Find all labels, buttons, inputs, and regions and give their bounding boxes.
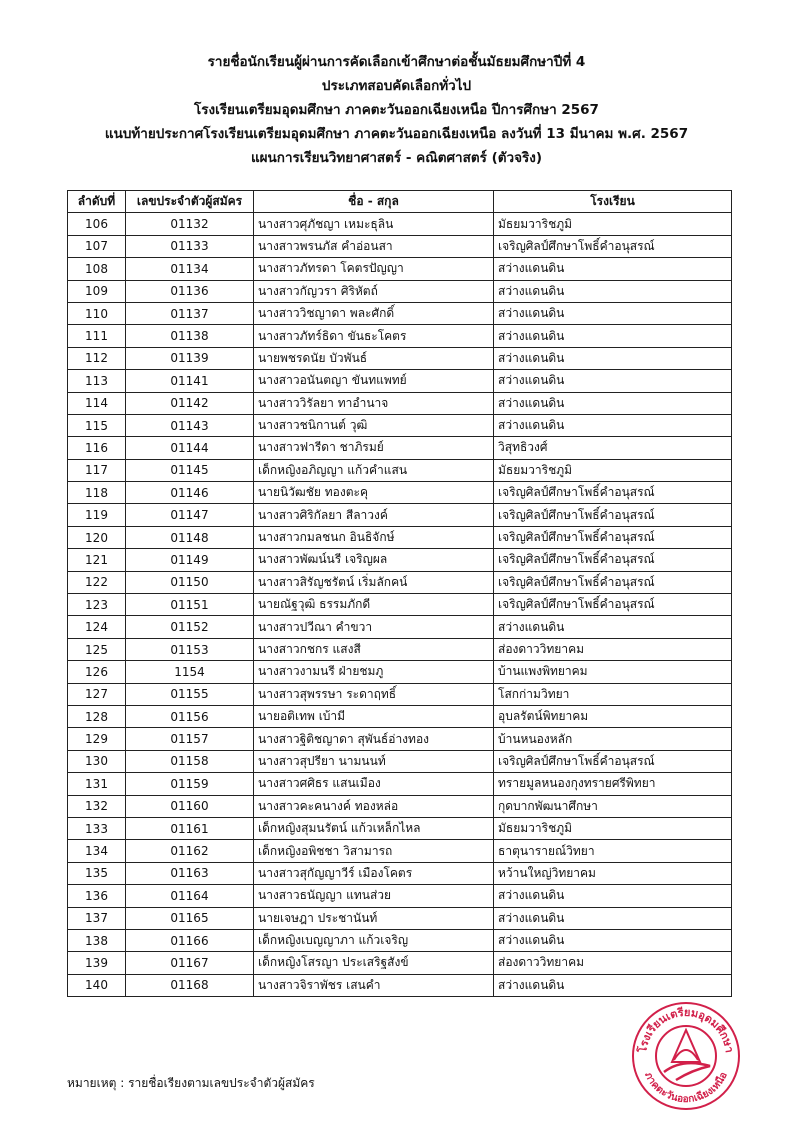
row-applicant-id: 01159 xyxy=(126,773,254,795)
header-applicant-id: เลขประจำตัวผู้สมัคร xyxy=(126,191,254,213)
row-student-name: เด็กหญิงอพิชชา วิสามารถ xyxy=(254,840,494,862)
row-school: โสกก่ามวิทยา xyxy=(494,683,732,705)
row-school: หว้านใหญ่วิทยาคม xyxy=(494,862,732,884)
row-order: 122 xyxy=(68,571,126,593)
row-student-name: นางสาวจิราพัชร เสนคำ xyxy=(254,974,494,996)
row-applicant-id: 01165 xyxy=(126,907,254,929)
table-row xyxy=(68,235,732,257)
row-order: 116 xyxy=(68,437,126,459)
row-applicant-id: 01133 xyxy=(126,235,254,257)
row-order: 107 xyxy=(68,235,126,257)
row-student-name: นางสาวศิริกัลยา สีลาวงค์ xyxy=(254,504,494,526)
row-school: สว่างแดนดิน xyxy=(494,280,732,302)
table-row xyxy=(68,549,732,571)
row-school: สว่างแดนดิน xyxy=(494,325,732,347)
row-school: สว่างแดนดิน xyxy=(494,370,732,392)
row-school: เจริญศิลป์ศึกษาโพธิ์คำอนุสรณ์ xyxy=(494,750,732,772)
row-student-name: นางสาวสุพรรษา ระดาฤทธิ์ xyxy=(254,683,494,705)
row-order: 112 xyxy=(68,347,126,369)
table-row xyxy=(68,459,732,481)
row-applicant-id: 01152 xyxy=(126,616,254,638)
title-line-4: แนบท้ายประกาศโรงเรียนเตรียมอุดมศึกษา ภาคตะวันออกเฉียงเหนือ ลงวันที่ 13 มีนาคม พ.ศ. 2567 xyxy=(104,126,689,142)
row-applicant-id: 01145 xyxy=(126,459,254,481)
row-student-name: นางสาววิชญาดา พละศักดิ์ xyxy=(254,302,494,324)
row-student-name: นางสาวอนันตญา ขันทแพทย์ xyxy=(254,370,494,392)
row-school: ทรายมูลหนองกุงทรายศรีพิทยา xyxy=(494,773,732,795)
row-school: เจริญศิลป์ศึกษาโพธิ์คำอนุสรณ์ xyxy=(494,504,732,526)
table-row xyxy=(68,661,732,683)
row-student-name: นางสาวพัฒน์นรี เจริญผล xyxy=(254,549,494,571)
row-order: 138 xyxy=(68,929,126,951)
row-student-name: นางสาวฟารีดา ชาภิรมย์ xyxy=(254,437,494,459)
title-line-1: รายชื่อนักเรียนผู้ผ่านการคัดเลือกเข้าศึกษาต่อชั้นมัธยมศึกษาปีที่ 4 xyxy=(207,54,586,70)
footnote: หมายเหตุ : รายชื่อเรียงตามเลขประจำตัวผู้สมัคร xyxy=(67,1076,315,1090)
row-applicant-id: 01150 xyxy=(126,571,254,593)
row-school: เจริญศิลป์ศึกษาโพธิ์คำอนุสรณ์ xyxy=(494,235,732,257)
header-order: ลำดับที่ xyxy=(68,191,126,213)
row-school: มัธยมวาริชภูมิ xyxy=(494,817,732,839)
row-applicant-id: 01160 xyxy=(126,795,254,817)
table-row xyxy=(68,594,732,616)
row-student-name: นางสาวฐิติชญาดา สุพันธ์อ่างทอง xyxy=(254,728,494,750)
row-order: 106 xyxy=(68,213,126,235)
table-row xyxy=(68,728,732,750)
row-applicant-id: 01166 xyxy=(126,929,254,951)
table-row xyxy=(68,683,732,705)
row-school: เจริญศิลป์ศึกษาโพธิ์คำอนุสรณ์ xyxy=(494,571,732,593)
school-seal xyxy=(630,1000,742,1112)
row-student-name: นางสาวพรนภัส คำอ่อนสา xyxy=(254,235,494,257)
table-row xyxy=(68,437,732,459)
row-school: มัธยมวาริชภูมิ xyxy=(494,213,732,235)
row-applicant-id: 01162 xyxy=(126,840,254,862)
table-row xyxy=(68,840,732,862)
title-line-5: แผนการเรียนวิทยาศาสตร์ - คณิตศาสตร์ (ตัวจริง) xyxy=(250,150,543,166)
row-applicant-id: 01142 xyxy=(126,392,254,414)
table-row xyxy=(68,974,732,996)
title-line-3: โรงเรียนเตรียมอุดมศึกษา ภาคตะวันออกเฉียงเหนือ ปีการศึกษา 2567 xyxy=(194,102,599,118)
row-school: สว่างแดนดิน xyxy=(494,885,732,907)
row-order: 132 xyxy=(68,795,126,817)
row-applicant-id: 01146 xyxy=(126,482,254,504)
table-row xyxy=(68,929,732,951)
row-applicant-id: 01156 xyxy=(126,705,254,727)
row-applicant-id: 01167 xyxy=(126,952,254,974)
row-applicant-id: 01151 xyxy=(126,594,254,616)
row-student-name: นางสาวคะคนางค์ ทองหล่อ xyxy=(254,795,494,817)
row-applicant-id: 01134 xyxy=(126,258,254,280)
row-applicant-id: 01158 xyxy=(126,750,254,772)
table-row xyxy=(68,526,732,548)
row-school: บ้านหนองหลัก xyxy=(494,728,732,750)
header-school: โรงเรียน xyxy=(494,191,732,213)
row-applicant-id: 01143 xyxy=(126,414,254,436)
row-school: เจริญศิลป์ศึกษาโพธิ์คำอนุสรณ์ xyxy=(494,482,732,504)
row-order: 130 xyxy=(68,750,126,772)
row-order: 137 xyxy=(68,907,126,929)
row-order: 117 xyxy=(68,459,126,481)
row-applicant-id: 01136 xyxy=(126,280,254,302)
row-school: อุบลรัตน์พิทยาคม xyxy=(494,705,732,727)
row-applicant-id: 01168 xyxy=(126,974,254,996)
table-row xyxy=(68,392,732,414)
row-school: สว่างแดนดิน xyxy=(494,616,732,638)
row-applicant-id: 01147 xyxy=(126,504,254,526)
row-order: 134 xyxy=(68,840,126,862)
row-order: 124 xyxy=(68,616,126,638)
row-school: มัธยมวาริชภูมิ xyxy=(494,459,732,481)
table-row xyxy=(68,325,732,347)
row-student-name: เด็กหญิงอภิญญา แก้วคำแสน xyxy=(254,459,494,481)
row-order: 120 xyxy=(68,526,126,548)
row-student-name: นางสาวสุปรียา นามนนท์ xyxy=(254,750,494,772)
row-order: 140 xyxy=(68,974,126,996)
row-order: 135 xyxy=(68,862,126,884)
row-school: วิสุทธิวงศ์ xyxy=(494,437,732,459)
row-student-name: นางสาวภัทรดา โคตรปัญญา xyxy=(254,258,494,280)
row-order: 127 xyxy=(68,683,126,705)
svg-text:โรงเรียนเตรียมอุดมศึกษา: โรงเรียนเตรียมอุดมศึกษา xyxy=(636,1005,736,1054)
row-student-name: นางสาวชนิกานต์ วุฒิ xyxy=(254,414,494,436)
row-order: 136 xyxy=(68,885,126,907)
row-student-name: เด็กหญิงเบญญาภา แก้วเจริญ xyxy=(254,929,494,951)
row-school: สว่างแดนดิน xyxy=(494,929,732,951)
row-student-name: นางสาวกมลชนก อินธิจักษ์ xyxy=(254,526,494,548)
row-applicant-id: 01144 xyxy=(126,437,254,459)
table-row xyxy=(68,773,732,795)
row-order: 108 xyxy=(68,258,126,280)
row-applicant-id: 01137 xyxy=(126,302,254,324)
row-school: ส่องดาววิทยาคม xyxy=(494,952,732,974)
table-row xyxy=(68,638,732,660)
row-school: เจริญศิลป์ศึกษาโพธิ์คำอนุสรณ์ xyxy=(494,526,732,548)
student-table xyxy=(67,190,732,997)
row-order: 121 xyxy=(68,549,126,571)
row-student-name: นางสาวกชกร แสงสี xyxy=(254,638,494,660)
header-name: ชื่อ - สกุล xyxy=(254,191,494,213)
row-student-name: นางสาวสิรัญชรัตน์ เริ่มลักคน์ xyxy=(254,571,494,593)
row-student-name: นางสาวภัทร์ธิดา ขันธะโคตร xyxy=(254,325,494,347)
row-school: สว่างแดนดิน xyxy=(494,907,732,929)
table-row xyxy=(68,482,732,504)
row-order: 109 xyxy=(68,280,126,302)
row-school: เจริญศิลป์ศึกษาโพธิ์คำอนุสรณ์ xyxy=(494,549,732,571)
row-student-name: นายพชรดนัย บัวพันธ์ xyxy=(254,347,494,369)
row-school: สว่างแดนดิน xyxy=(494,414,732,436)
row-student-name: นายอติเทพ เบ้ามี xyxy=(254,705,494,727)
row-student-name: เด็กหญิงโสรญา ประเสริฐสังข์ xyxy=(254,952,494,974)
table-row xyxy=(68,885,732,907)
row-order: 115 xyxy=(68,414,126,436)
table-row xyxy=(68,347,732,369)
row-applicant-id: 01138 xyxy=(126,325,254,347)
title-line-2: ประเภทสอบคัดเลือกทั่วไป xyxy=(321,78,472,94)
row-school: กุดบากพัฒนาศึกษา xyxy=(494,795,732,817)
table-row xyxy=(68,504,732,526)
row-order: 114 xyxy=(68,392,126,414)
row-student-name: นางสาวศุภัชญา เหมะธุลิน xyxy=(254,213,494,235)
table-row xyxy=(68,750,732,772)
document-header xyxy=(0,50,793,170)
table-row xyxy=(68,907,732,929)
row-order: 128 xyxy=(68,705,126,727)
row-school: สว่างแดนดิน xyxy=(494,347,732,369)
row-student-name: นายนิวัฒชัย ทองตะคุ xyxy=(254,482,494,504)
row-student-name: นายเจษฎา ประชานันท์ xyxy=(254,907,494,929)
row-applicant-id: 01149 xyxy=(126,549,254,571)
row-school: สว่างแดนดิน xyxy=(494,302,732,324)
row-applicant-id: 01132 xyxy=(126,213,254,235)
table-row xyxy=(68,795,732,817)
row-order: 133 xyxy=(68,817,126,839)
row-order: 125 xyxy=(68,638,126,660)
svg-text:ภาคตะวันออกเฉียงเหนือ: ภาคตะวันออกเฉียงเหนือ xyxy=(642,1070,730,1106)
row-applicant-id: 01161 xyxy=(126,817,254,839)
row-student-name: นางสาวงามนรี ฝ่ายชมภู xyxy=(254,661,494,683)
row-order: 129 xyxy=(68,728,126,750)
row-order: 110 xyxy=(68,302,126,324)
table-body xyxy=(68,213,732,997)
table-row xyxy=(68,817,732,839)
table-row xyxy=(68,280,732,302)
row-order: 111 xyxy=(68,325,126,347)
row-school: ธาตุนารายณ์วิทยา xyxy=(494,840,732,862)
table-row xyxy=(68,952,732,974)
row-order: 126 xyxy=(68,661,126,683)
row-student-name: นายณัฐวุฒิ ธรรมภักดี xyxy=(254,594,494,616)
row-applicant-id: 01155 xyxy=(126,683,254,705)
table-row xyxy=(68,213,732,235)
row-applicant-id: 1154 xyxy=(126,661,254,683)
row-school: บ้านแพงพิทยาคม xyxy=(494,661,732,683)
row-applicant-id: 01141 xyxy=(126,370,254,392)
row-student-name: นางสาวธนัญญา แทนส่วย xyxy=(254,885,494,907)
table-row xyxy=(68,616,732,638)
row-student-name: นางสาววิรัลยา ทาอำนาจ xyxy=(254,392,494,414)
table-row xyxy=(68,302,732,324)
row-school: สว่างแดนดิน xyxy=(494,974,732,996)
row-applicant-id: 01153 xyxy=(126,638,254,660)
row-order: 118 xyxy=(68,482,126,504)
row-order: 123 xyxy=(68,594,126,616)
table-row xyxy=(68,258,732,280)
row-order: 113 xyxy=(68,370,126,392)
row-applicant-id: 01139 xyxy=(126,347,254,369)
row-student-name: นางสาวปวีณา คำขวา xyxy=(254,616,494,638)
row-order: 139 xyxy=(68,952,126,974)
row-student-name: นางสาวสุกัญญาวีร์ เมืองโคตร xyxy=(254,862,494,884)
table-row xyxy=(68,571,732,593)
table-row xyxy=(68,705,732,727)
row-school: ส่องดาววิทยาคม xyxy=(494,638,732,660)
table-row xyxy=(68,370,732,392)
row-applicant-id: 01148 xyxy=(126,526,254,548)
row-applicant-id: 01163 xyxy=(126,862,254,884)
row-applicant-id: 01157 xyxy=(126,728,254,750)
row-applicant-id: 01164 xyxy=(126,885,254,907)
table-row xyxy=(68,862,732,884)
table-header-row xyxy=(68,191,732,213)
row-school: สว่างแดนดิน xyxy=(494,392,732,414)
row-student-name: นางสาวศศิธร แสนเมือง xyxy=(254,773,494,795)
row-order: 131 xyxy=(68,773,126,795)
row-student-name: นางสาวกัญวรา ศิริหัตถ์ xyxy=(254,280,494,302)
row-school: สว่างแดนดิน xyxy=(494,258,732,280)
row-student-name: เด็กหญิงสุมนรัตน์ แก้วเหล็กไหล xyxy=(254,817,494,839)
row-order: 119 xyxy=(68,504,126,526)
table-row xyxy=(68,414,732,436)
row-school: เจริญศิลป์ศึกษาโพธิ์คำอนุสรณ์ xyxy=(494,594,732,616)
